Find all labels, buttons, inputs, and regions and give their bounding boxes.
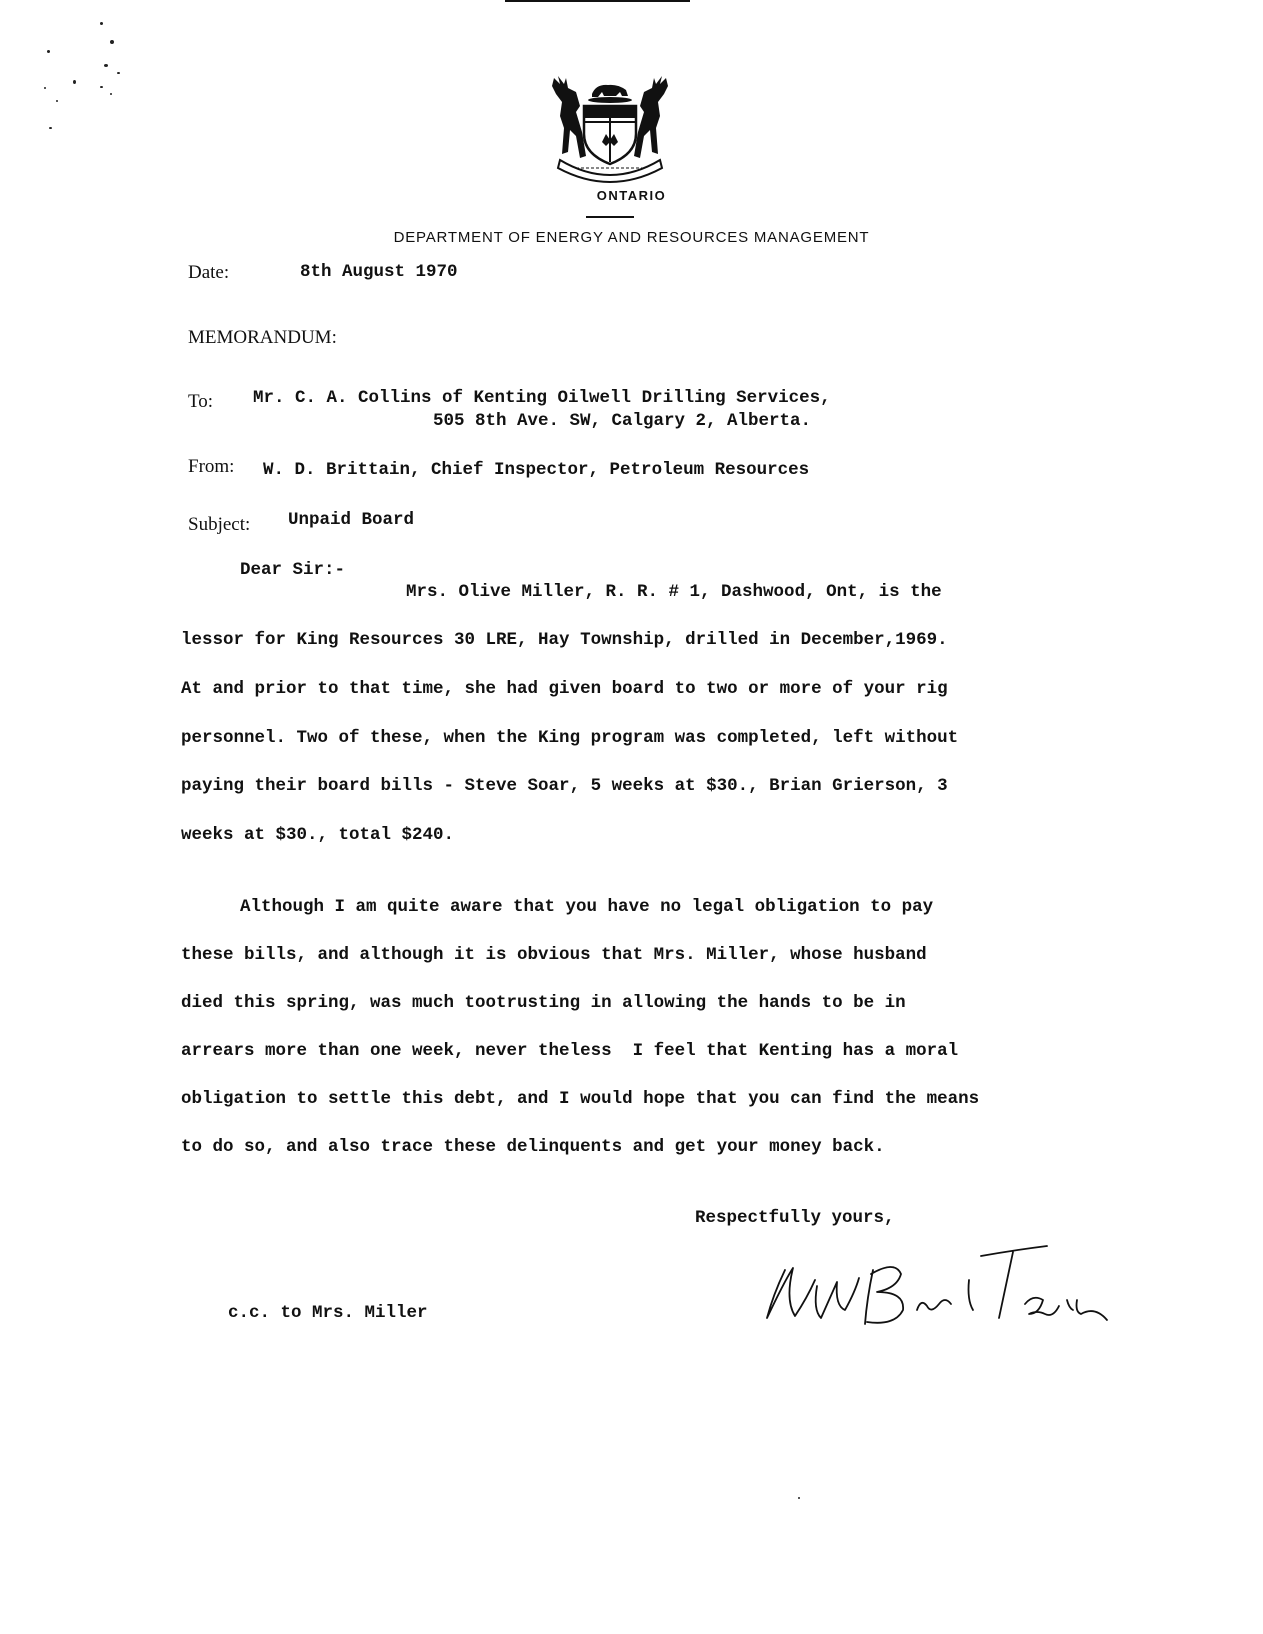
carbon-copy: c.c. to Mrs. Miller [228,1303,428,1323]
subject-label: Subject: [188,514,251,535]
body-line: these bills, and although it is obvious that Mrs. Miller, whose husband [181,945,927,965]
subject-value: Unpaid Board [288,510,415,530]
from-value: W. D. Brittain, Chief Inspector, Petroleum Resources [263,460,810,480]
crest-divider [586,216,634,218]
province-name: ONTARIO [596,188,667,203]
speck [100,86,103,88]
speck [110,40,114,44]
ontario-crest-icon [546,72,674,184]
speck [44,87,46,89]
to-label: To: [188,391,214,412]
body-line: obligation to settle this debt, and I would hope that you can find the means [181,1089,980,1109]
from-label: From: [188,456,235,477]
body-line: paying their board bills - Steve Soar, 5 weeks at $30., Brian Grierson, 3 [181,776,948,796]
body-line: to do so, and also trace these delinquents and get your money back. [181,1137,885,1157]
body-line: Although I am quite aware that you have no legal obligation to pay [240,897,934,917]
body-line: lessor for King Resources 30 LRE, Hay Township, drilled in December,1969. [181,630,948,650]
body-line: weeks at $30., total $240. [181,825,455,845]
date-label: Date: [188,262,230,283]
body-line: Mrs. Olive Miller, R. R. # 1, Dashwood, Ont, is the [406,582,942,602]
to-address: 505 8th Ave. SW, Calgary 2, Alberta. [433,411,812,431]
body-line: personnel. Two of these, when the King program was completed, left without [181,728,959,748]
body-line: arrears more than one week, never theless I feel that Kenting has a moral [181,1041,959,1061]
speck [56,100,58,102]
memo-title: MEMORANDUM: [188,327,337,348]
speck [117,72,120,74]
body-line: At and prior to that time, she had given board to two or more of your rig [181,679,948,699]
body-line: died this spring, was much tootrusting in allowing the hands to be in [181,993,906,1013]
to-recipient: Mr. C. A. Collins of Kenting Oilwell Drilling Services, [253,388,831,408]
top-edge-rule [505,0,690,2]
speck [100,22,103,25]
speck [73,80,76,84]
date-value: 8th August 1970 [300,262,458,282]
department-name: DEPARTMENT OF ENERGY AND RESOURCES MANAGEMENT [393,229,870,246]
speck [110,93,112,95]
speck [49,127,52,129]
speck [47,50,50,53]
valediction: Respectfully yours, [695,1208,895,1228]
speck [104,64,108,67]
speck [798,1497,800,1499]
salutation: Dear Sir:- [240,560,346,580]
handwritten-signature [755,1240,1115,1340]
